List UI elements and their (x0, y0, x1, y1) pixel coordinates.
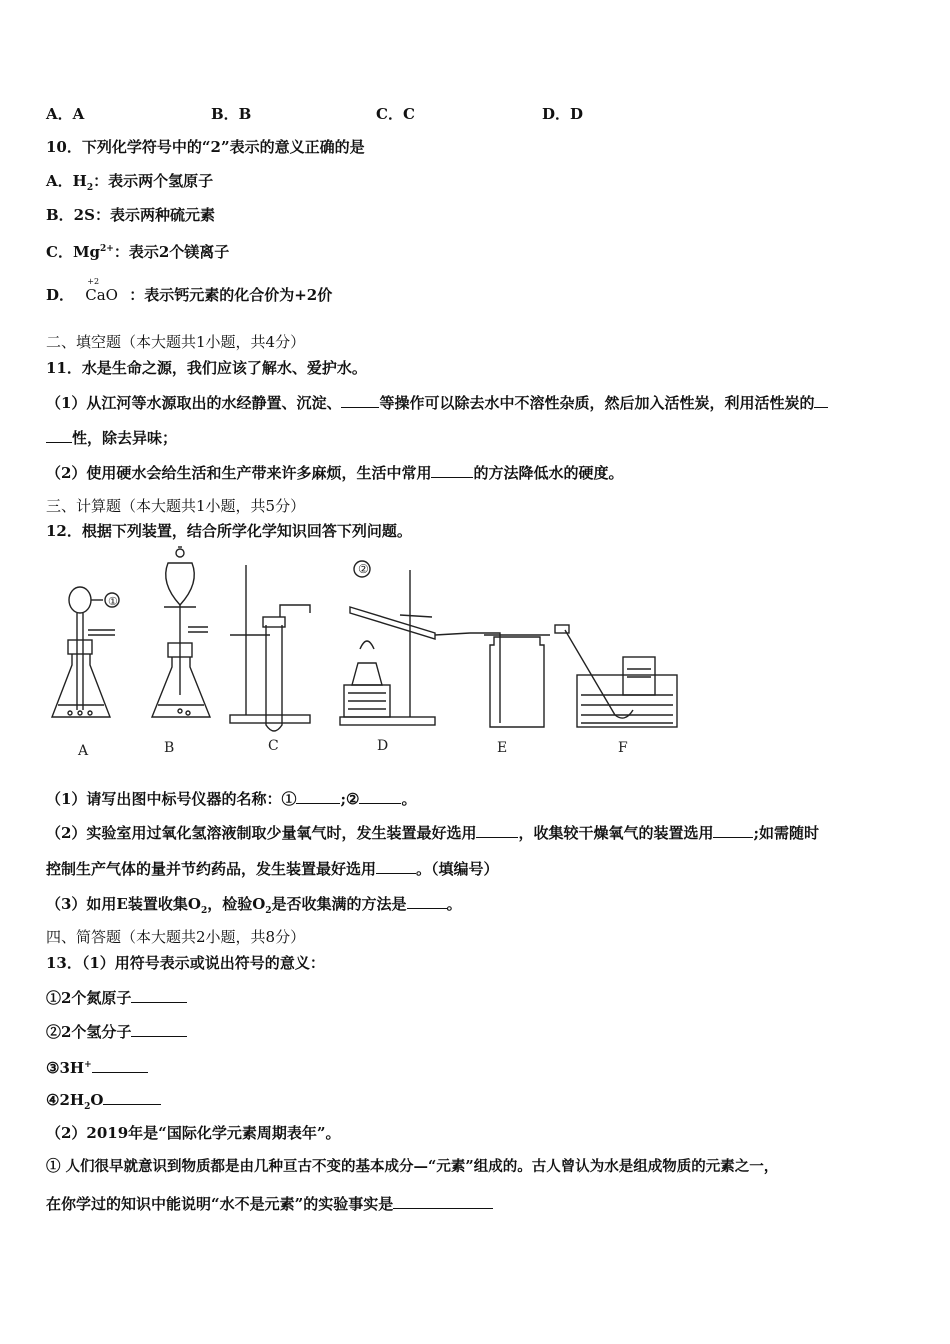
q12-part2-cont: 控制生产气体的量并节约药品，发生装置最好选用 。（填编号） (46, 860, 499, 878)
q12-part2: （2）实验室用过氧化氢溶液制取少量氧气时，发生装置最好选用 ，收集较干燥氧气的装置选用 ;如需随时 (46, 824, 820, 842)
section-fill-in: 二、填空题（本大题共1小题，共4分） (46, 333, 306, 351)
q12-part1: （1）请写出图中标号仪器的名称：① ;② 。 (46, 790, 417, 808)
label-c: C (268, 738, 279, 754)
label-d: D (377, 738, 389, 754)
section-calc: 三、计算题（本大题共1小题，共5分） (46, 497, 306, 515)
apparatus-e (470, 633, 550, 727)
q12-part3: （3）如用E装置收集$O_2$，检验$O_2$是否收集满的方法是 。 (46, 895, 462, 916)
section-short-answer: 四、简答题（本大题共2小题，共8分） (46, 928, 306, 946)
lab-apparatus-figure (40, 545, 680, 760)
q10-option-c: C．$Mg^{2+}$：表示2个镁离子 (46, 243, 230, 261)
q11-part1: （1）从江河等水源取出的水经静置、沉淀、 等操作可以除去水中不溶性杂质，然后加入活性炭，利用活性炭的 (46, 392, 828, 413)
q11-part2: （2）使用硬水会给生活和生产带来许多麻烦，生活中常用 的方法降低水的硬度。 (46, 464, 624, 482)
q11-part1-cont: 性，除去异味； (46, 427, 177, 448)
label-f: F (618, 740, 628, 756)
apparatus-f (555, 625, 677, 727)
apparatus-c (230, 565, 310, 731)
q11-stem: 11．水是生命之源，我们应该了解水、爱护水。 (46, 359, 367, 377)
q13-part2: （2）2019年是“国际化学元素周期表年”。 (46, 1124, 341, 1142)
q13-part2-question: 在你学过的知识中能说明“水不是元素”的实验事实是 (46, 1193, 493, 1214)
q10-option-a: A．$H_2$：表示两个氢原子 (46, 172, 214, 193)
label-b: B (164, 740, 175, 756)
q13-item2: ②2个氢分子 (46, 1021, 187, 1042)
valence-formula: +2 CaO (85, 285, 118, 305)
mark-1: ① (108, 595, 118, 608)
q12-stem: 12．根据下列装置，结合所学化学知识回答下列问题。 (46, 522, 412, 540)
valence-mark: +2 (87, 277, 100, 286)
label-e: E (497, 740, 508, 756)
label-a: A (78, 743, 89, 759)
q13-stem: 13．（1）用符号表示或说出符号的意义： (46, 954, 325, 972)
q13-item3: ③3H+ (46, 1055, 148, 1078)
q13-item4: $④2H_2O$ (46, 1089, 161, 1117)
option-c: C．C (376, 105, 415, 123)
apparatus-a (52, 587, 119, 717)
option-d: D．D (542, 105, 584, 123)
q10-stem: 10．下列化学符号中的“2”表示的意义正确的是 (46, 138, 365, 156)
apparatus-b (152, 547, 210, 717)
apparatus-d (340, 561, 470, 725)
q10-option-d: D． +2 CaO ：表示钙元素的化合价为+2价 (46, 285, 332, 305)
q13-part2-text: ① 人们很早就意识到物质都是由几种亘古不变的基本成分—“元素”组成的。古人曾认为水是组成物质的元素之一， (46, 1158, 779, 1175)
q10-option-b: B．2S：表示两种硫元素 (46, 206, 215, 224)
mark-2: ② (358, 562, 369, 576)
option-b: B．B (211, 105, 252, 123)
q13-item1: ①2个氮原子 (46, 987, 187, 1008)
option-a: A．A (46, 105, 85, 123)
